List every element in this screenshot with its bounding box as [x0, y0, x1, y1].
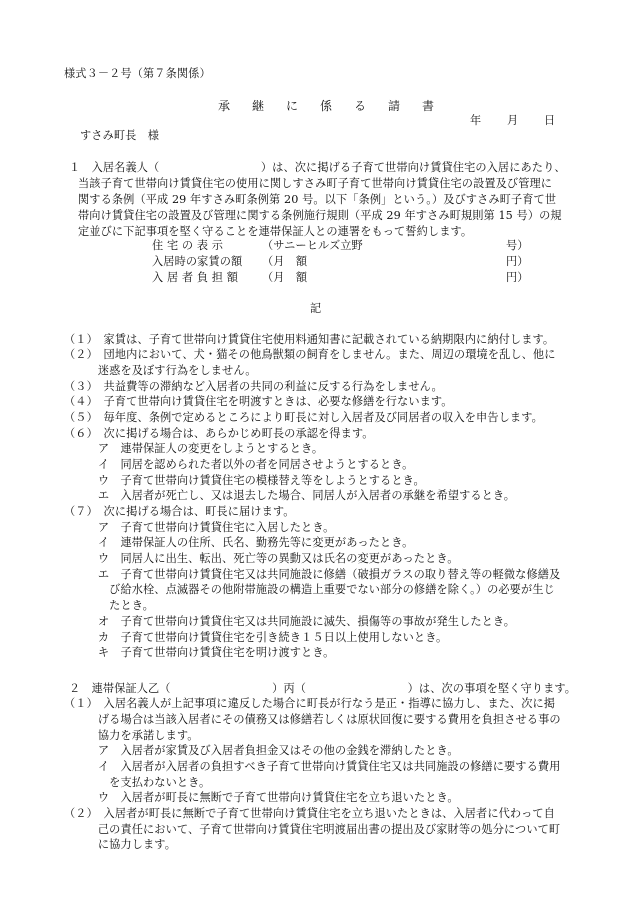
section1-line: 帯向け賃貸住宅の設置及び管理に関する条例施行規則（平成 29 年すさみ町規則第 15 号）の規	[78, 209, 562, 222]
item-line: オ 子育て世帯向け賃貸住宅又は共同施設に滅失、損傷等の事故が発生したとき。	[64, 615, 516, 628]
document-title: 承継に係る請書	[218, 99, 457, 113]
housing-open: （サニーヒルズ立野	[262, 239, 363, 252]
date-day: 日	[544, 114, 556, 127]
item-line: イ 同居を認められた者以外の者を同居させようとするとき。	[64, 458, 414, 471]
section2-line: げる場合は当該入居者にその債務又は修繕若しくは原状回復に要する費用を負担させる事の	[64, 713, 561, 726]
item-line: カ 子育て世帯向け賃貸住宅を引き続き１５日以上使用しないとき。	[64, 631, 448, 644]
burden-label: 入 居 者 負 担 額	[152, 271, 239, 284]
section2-line: に協力します。	[64, 838, 176, 851]
section2-line: 協力を承諾します。	[64, 729, 199, 742]
housing-label: 住 宅 の 表 示	[152, 239, 224, 252]
form-number: 様式３－２号（第７条関係）	[64, 67, 211, 80]
item-line: たとき。	[64, 599, 154, 612]
item-line: 迷惑を及ぼす行為をしません。	[64, 364, 257, 377]
ki-heading: 記	[310, 302, 322, 315]
item-line: ア 連帯保証人の変更をしようとするとき。	[64, 442, 324, 455]
burden-close: 円）	[506, 271, 529, 284]
item-line: エ 子育て世帯向け賃貸住宅又は共同施設に修繕（破損ガラスの取り替え等の軽微な修繕及	[64, 568, 561, 581]
section1-line: 定並びに下記事項を堅く守ることを連帯保証人との連署をもって誓約します。	[78, 225, 473, 238]
section2-line: イ 入居者が入居者の負担すべき子育て世帯向け賃貸住宅又は共同施設の修繕に要する費用	[64, 760, 561, 773]
date-year: 年	[470, 114, 482, 127]
section2-line: を支払わないとき。	[64, 776, 211, 789]
date-month: 月	[507, 114, 519, 127]
burden-open: （月 額	[262, 271, 308, 284]
item-line: キ 子育て世帯向け賃貸住宅を明け渡すとき。	[64, 646, 335, 659]
item-line: （６） 次に掲げる場合は、あらかじめ町長の承認を得ます。	[64, 427, 374, 440]
section2-line: ア 入居者が家賃及び入居者負担金又はその他の金銭を滞納したとき。	[64, 744, 459, 757]
item-line: （２） 団地内において、犬・猫その他鳥獣類の飼育をしません。また、周辺の環境を乱し、他に	[64, 348, 556, 361]
item-line: （４） 子育て世帯向け賃貸住宅を明渡すときは、必要な修繕を行ないます。	[64, 395, 453, 408]
section2-line: （１） 入居名義人が上記事項に違反した場合に町長が行なう是正・指導に協力し、また、次に掲	[64, 697, 556, 710]
section1-line: 当該子育て世帯向け賃貸住宅の使用に関しすさみ町子育て世帯向け賃貸住宅の設置及び管理に	[78, 177, 553, 190]
rent-close: 円）	[506, 255, 529, 268]
housing-close: 号）	[506, 239, 529, 252]
section2-line: ウ 入居者が町長に無断で子育て世帯向け賃貸住宅を立ち退いたとき。	[64, 791, 459, 804]
item-line: ウ 同居人に出生、転出、死亡等の異動又は氏名の変更があったとき。	[64, 552, 459, 565]
item-line: （１） 家賃は、子育て世帯向け賃貸住宅使用料通知書に記載されている納期限内に納付します。	[64, 333, 555, 346]
section1-line: １ 入居名義人（ ）は、次に掲げる子育て世帯向け賃貸住宅の入居にあたり、	[69, 161, 566, 174]
item-line: （７） 次に掲げる場合は、町長に届けます。	[64, 505, 295, 518]
section2-line: ２ 連帯保証人乙（ ）丙（ ）は、次の事項を堅く守ります。	[69, 682, 577, 695]
item-line: ア 子育て世帯向け賃貸住宅に入居したとき。	[64, 521, 335, 534]
item-line: び給水栓、点滅器その他附帯施設の構造上重要でない部分の修繕を除く。）の必要が生じ	[64, 583, 555, 596]
section2-line: 己の責任において、子育て世帯向け賃貸住宅明渡届出書の提出及び家財等の処分について町	[64, 823, 561, 836]
section1-line: 関する条例（平成 29 年すさみ町条例第 20 号。以下「条例」という。）及びすさみ町子育て世	[78, 193, 557, 206]
rent-label: 入居時の家賃の額	[152, 255, 243, 268]
rent-open: （月 額	[262, 255, 308, 268]
addressee: すさみ町長 様	[80, 129, 160, 142]
item-line: イ 連帯保証人の住所、氏名、勤務先等に変更があったとき。	[64, 536, 414, 549]
item-line: ウ 子育て世帯向け賃貸住宅の模様替え等をしようとするとき。	[64, 474, 425, 487]
section2-line: （２） 入居者が町長に無断で子育て世帯向け賃貸住宅を立ち退いたときは、入居者に代わって自	[64, 807, 555, 820]
item-line: （５） 毎年度、条例で定めるところにより町長に対し入居者及び同居者の収入を申告します。	[64, 411, 543, 424]
item-line: （３） 共益費等の滞納など入居者の共同の利益に反する行為をしません。	[64, 380, 443, 393]
item-line: エ 入居者が死亡し、又は退去した場合、同居人が入居者の承継を希望するとき。	[64, 489, 516, 502]
